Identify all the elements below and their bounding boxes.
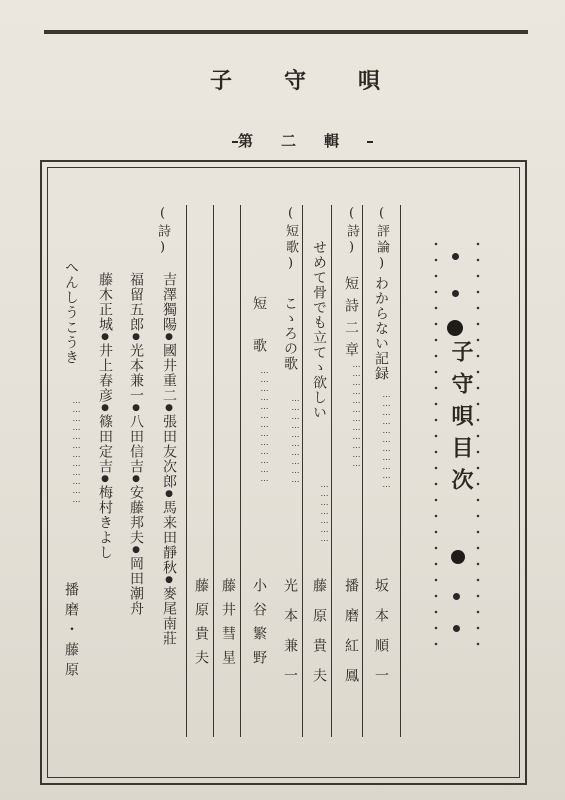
toc-entry-author: 播磨紅鳳	[343, 578, 359, 698]
poet-name: 安藤邦夫	[128, 485, 144, 545]
poet-name: 八田信吉	[128, 414, 144, 474]
toc-category: (詩)	[155, 206, 170, 258]
leader-dots: …………………………	[291, 394, 300, 484]
issue-text: 第二輯	[238, 132, 368, 150]
poet-name: 吉澤獨陽	[161, 272, 177, 332]
ornament-dot-icon	[453, 625, 460, 632]
column-divider	[400, 205, 401, 737]
toc-entry-title[interactable]: 短歌	[251, 296, 267, 380]
poet-name: 福留五郎	[128, 272, 144, 332]
leader-dots: …………………………………	[260, 366, 269, 483]
poet-name: 井上春彦	[97, 343, 113, 403]
poet-name: 馬来田靜秋	[161, 500, 177, 575]
page-title: 子守唄	[210, 68, 433, 94]
toc-entry-title[interactable]: わからない記録	[373, 276, 389, 381]
toc-entry-author: 藤原貴夫	[311, 578, 327, 698]
toc-entry-title[interactable]: こゝろの歌	[282, 296, 298, 371]
column-divider	[213, 205, 214, 737]
leader-dots: ………………………………	[352, 360, 361, 468]
issue-label	[232, 130, 373, 151]
leader-dots: ……………………………	[382, 390, 391, 489]
poet-name: 光本兼一	[128, 343, 144, 403]
panel-border-left	[432, 240, 440, 650]
poet-name: 國井重二	[161, 343, 177, 403]
ornament-dot-icon	[453, 593, 460, 600]
poet-name: 篠田定吉	[97, 414, 113, 474]
column-divider	[362, 205, 363, 737]
toc-entry-author: 光本兼一	[282, 578, 298, 698]
column-divider	[331, 205, 332, 737]
ornament-circle-icon	[447, 320, 463, 336]
toc-entry-author: 藤原貴夫	[193, 578, 209, 674]
toc-entry-author: 坂本順一	[373, 578, 389, 698]
toc-entry-author: 藤井彗星	[220, 578, 236, 674]
poet-name: 藤木正城	[97, 272, 113, 332]
poet-name: 岡田潮舟	[128, 556, 144, 616]
toc-entry-author: 小谷繁野	[251, 578, 267, 674]
toc-entry-title[interactable]: 短詩二章	[343, 276, 359, 364]
panel-title: 子守唄目次	[448, 340, 474, 500]
poet-list: 福留五郎●光本兼一●八田信吉●安藤邦夫●岡田潮舟	[128, 272, 144, 616]
toc-entry-author: 播磨・藤原	[63, 582, 79, 682]
poet-name: 張田友次郎	[161, 414, 177, 489]
poet-name: 梅村きよし	[97, 485, 113, 560]
leader-dots: ………………………………	[72, 396, 81, 504]
poet-list: 藤木正城●井上春彦●篠田定吉●梅村きよし	[97, 272, 113, 560]
column-divider	[186, 205, 187, 737]
toc-entry-title[interactable]: へんしうこうき	[63, 260, 79, 365]
ornament-circle-icon	[451, 550, 465, 564]
toc-category: (評論)	[374, 206, 389, 274]
toc-entry-title[interactable]: せめて骨でも立てゝ欲しい	[311, 240, 327, 420]
poet-list: 吉澤獨陽●國井重二●張田友次郎●馬来田靜秋●麥尾南莊	[161, 272, 177, 646]
ornament-dot-icon	[452, 253, 459, 260]
column-divider	[240, 205, 241, 737]
poet-name: 麥尾南莊	[161, 586, 177, 646]
top-rule	[44, 30, 528, 34]
ornament-dot-icon	[452, 290, 459, 297]
toc-category: (短歌)	[283, 206, 298, 274]
toc-category: (詩)	[344, 206, 359, 258]
leader-dots: …………………	[320, 480, 329, 543]
